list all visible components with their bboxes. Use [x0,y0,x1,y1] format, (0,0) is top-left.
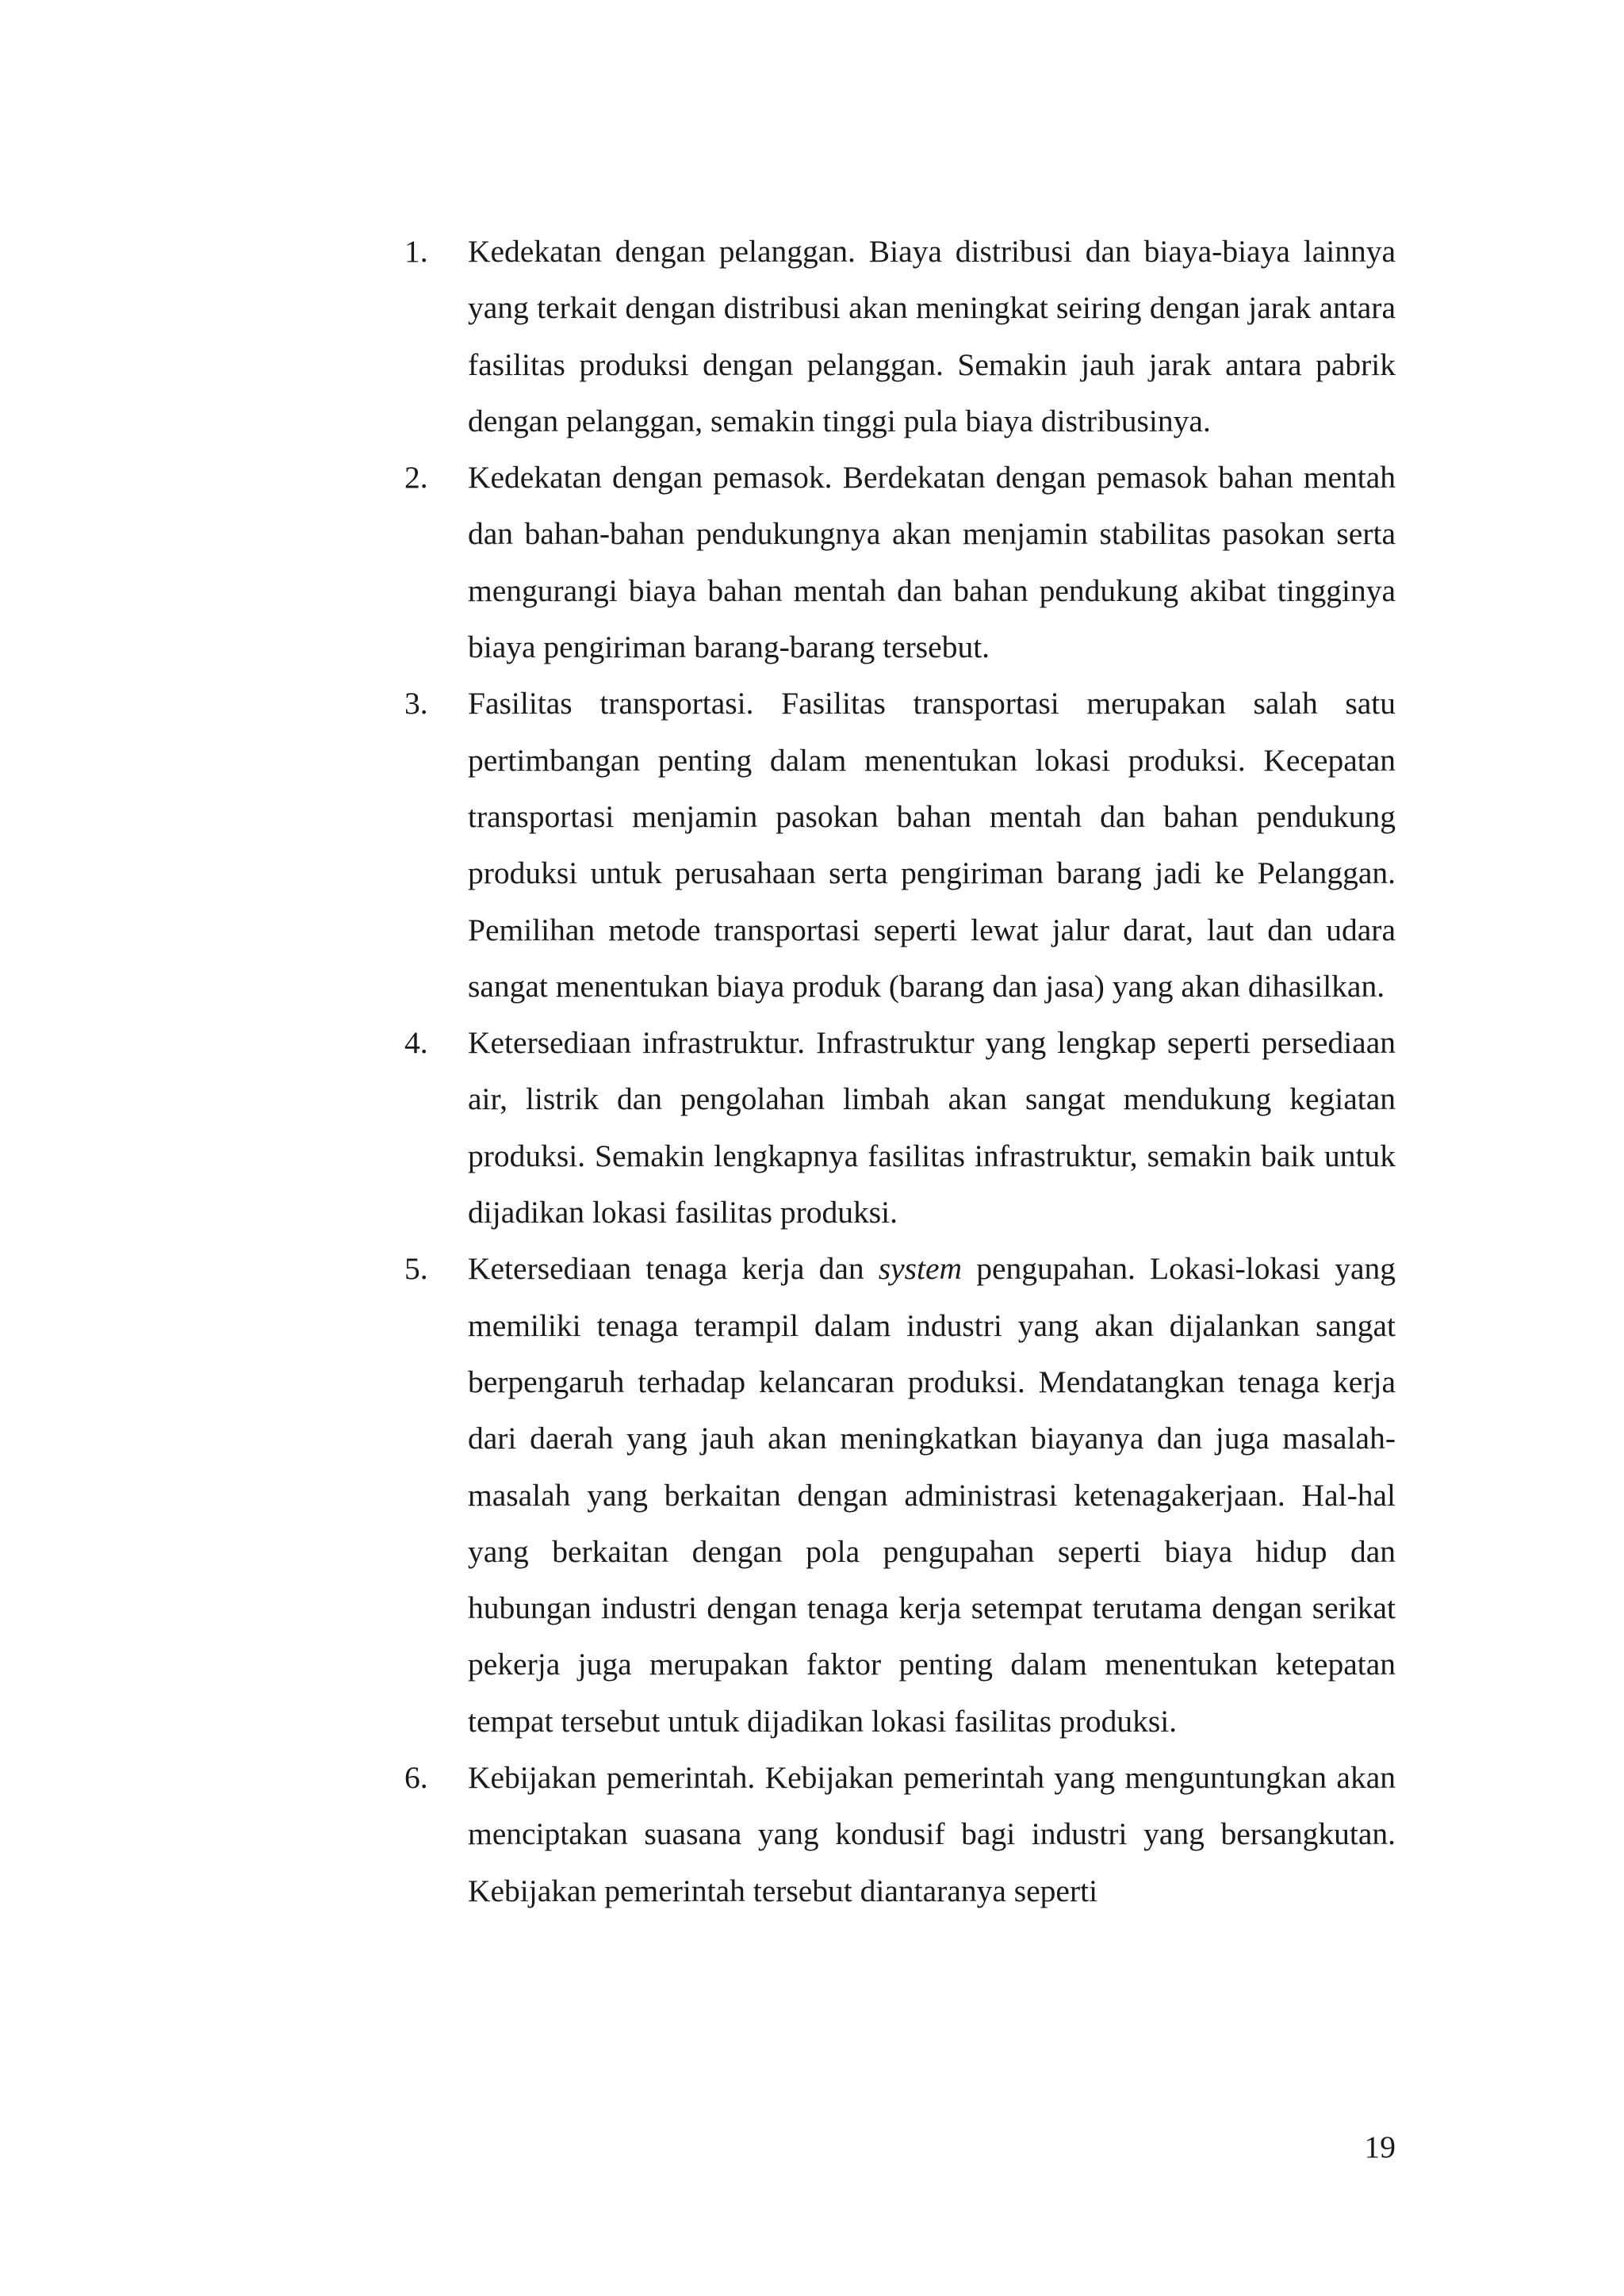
page-number: 19 [1364,2130,1396,2164]
list-item-text: Kedekatan dengan pelanggan. Biaya distribusi dan biaya-biaya lainnya yang terkait dengan distribusi akan meningkat seiring dengan jarak antara fasilitas produksi dengan pelanggan. Semakin jauh jarak antara pabrik dengan pelanggan, semakin tinggi pula biaya distribusinya. [468,234,1396,438]
list-item-text [468,1251,1396,1738]
list-item-text: Fasilitas transportasi. Fasilitas transportasi merupakan salah satu pertimbangan penting dalam menentukan lokasi produksi. Kecepatan transportasi menjamin pasokan bahan mentah dan bahan pendukung produksi untuk perusahaan serta pengiriman barang jadi ke Pelanggan. Pemilihan metode transportasi seperti lewat jalur darat, laut dan udara sangat menentukan biaya produk (barang dan jasa) yang akan dihasilkan. [468,686,1396,1004]
list-item-text-italic: system [878,1251,963,1287]
list-item-number: 4. [404,1025,428,1061]
list-item-number: 2. [404,460,428,496]
list-item-number: 6. [404,1760,428,1796]
list-item [404,450,1396,675]
list-item-text: Kedekatan dengan pemasok. Berdekatan dengan pemasok bahan mentah dan bahan-bahan pendukungnya akan menjamin stabilitas pasokan serta mengurangi biaya bahan mentah dan bahan pendukung akibat tingginya biaya pengiriman barang-barang tersebut. [468,460,1396,665]
list-item-text: Kebijakan pemerintah. Kebijakan pemerintah yang menguntungkan akan menciptakan suasana yang kondusif bagi industri yang bersangkutan. Kebijakan pemerintah tersebut diantaranya seperti [468,1760,1396,1908]
list-item [404,675,1396,1015]
list-item [404,1750,1396,1919]
list-item [404,1015,1396,1241]
list-item-number: 3. [404,686,428,721]
list-item [404,1241,1396,1750]
list-item-text: Ketersediaan infrastruktur. Infrastruktur yang lengkap seperti persediaan air, listrik dan pengolahan limbah akan sangat mendukung kegiatan produksi. Semakin lengkapnya fasilitas infrastruktur, semakin baik untuk dijadikan lokasi fasilitas produksi. [468,1025,1396,1230]
numbered-list [404,224,1396,1919]
list-item-number: 5. [404,1251,428,1287]
list-item-text-start: Ketersediaan tenaga kerja dan [468,1251,879,1287]
list-item-number: 1. [404,234,428,269]
list-item-text-end: pengupahan. Lokasi-lokasi yang memiliki tenaga terampil dalam industri yang akan dijalankan sangat berpengaruh terhadap kelancaran produksi. Mendatangkan tenaga kerja dari daerah yang jauh akan meningkatkan biayanya dan juga masalah-masalah yang berkaitan dengan administrasi ketenagakerjaan. Hal-hal yang berkaitan dengan pola pengupahan seperti biaya hidup dan hubungan industri dengan tenaga kerja setempat terutama dengan serikat pekerja juga merupakan faktor penting dalam menentukan ketepatan tempat tersebut untuk dijadikan lokasi fasilitas produksi. [468,1251,1396,1739]
list-item [404,224,1396,450]
